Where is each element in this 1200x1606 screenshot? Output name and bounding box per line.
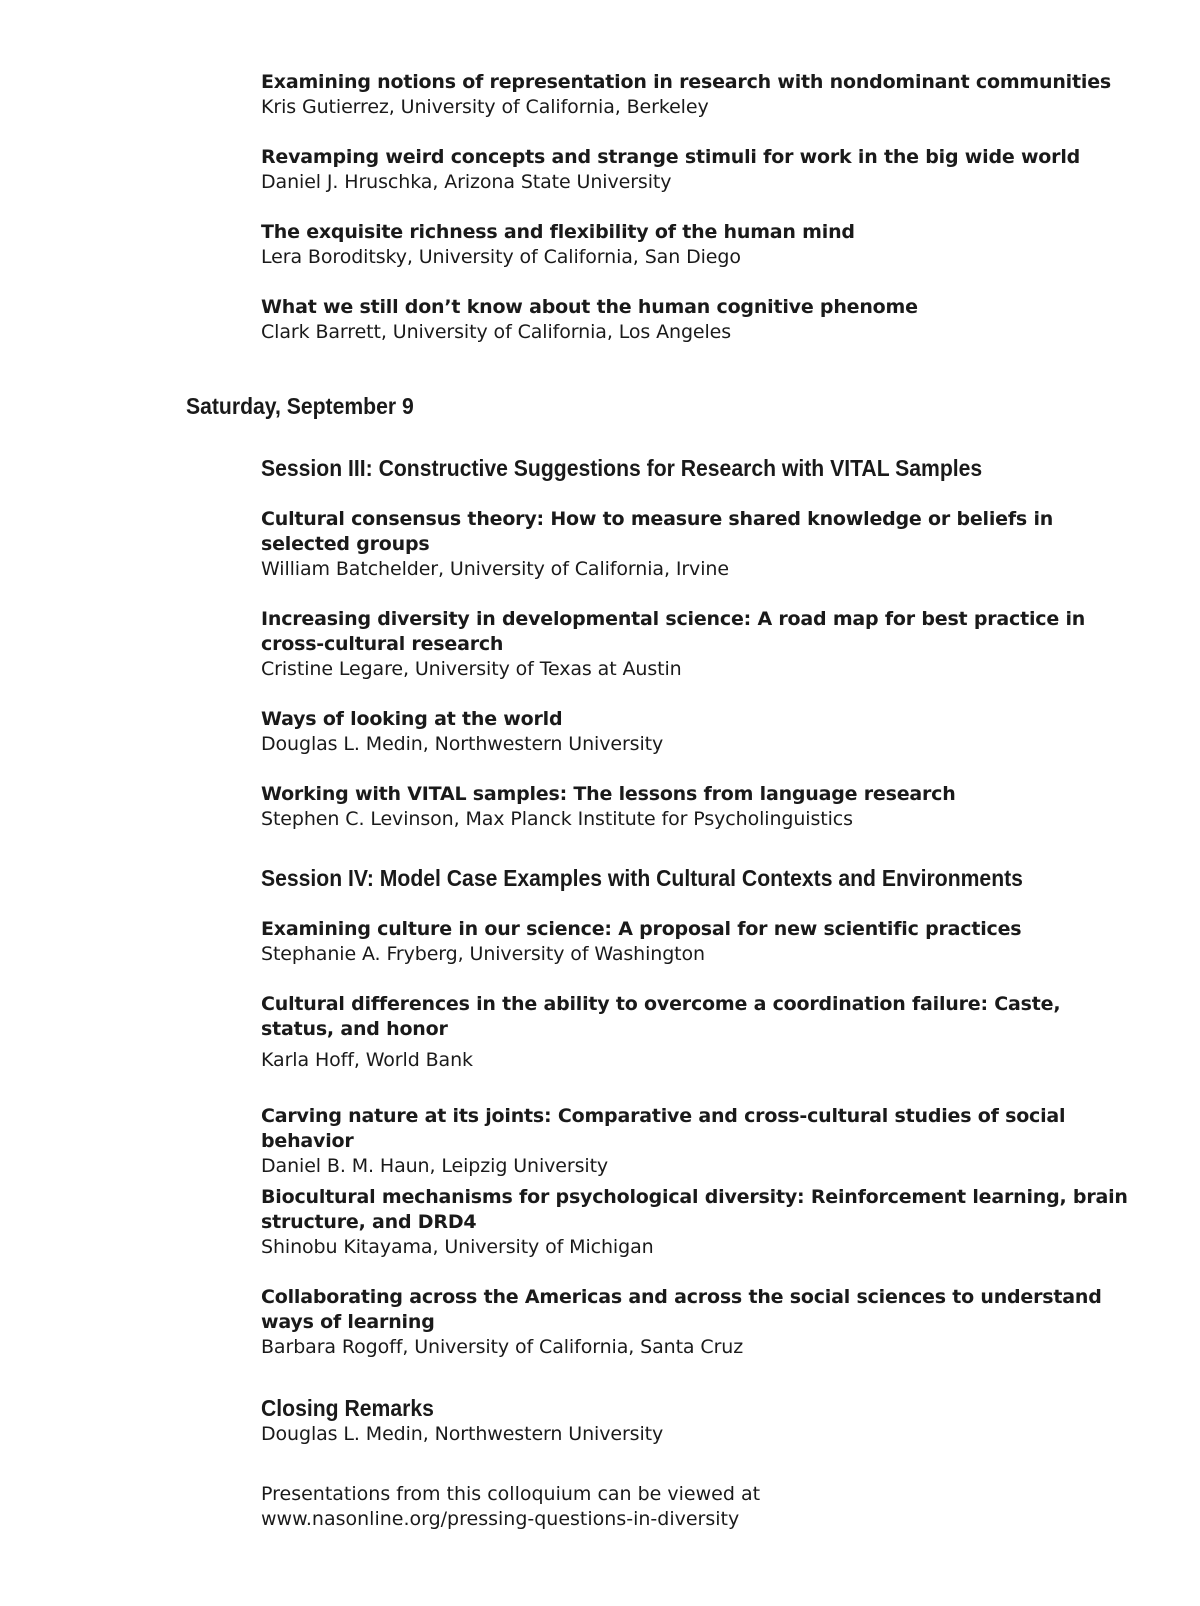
talk-item	[261, 1285, 1131, 1360]
presentations-note	[261, 1482, 1131, 1532]
talk-item	[261, 992, 1131, 1073]
talk-title: Revamping weird concepts and strange stimuli for work in the big wide world	[261, 146, 1081, 168]
talk-item	[261, 1185, 1131, 1260]
closing-item	[261, 1422, 1131, 1447]
talk-item	[261, 220, 1131, 270]
talk-title: Increasing diversity in developmental science: A road map for best practice in cross-cultural research	[261, 608, 1086, 655]
talk-speaker: Daniel B. M. Haun, Leipzig University	[261, 1155, 609, 1177]
day-heading: Saturday, September 9	[186, 393, 414, 419]
talk-speaker: William Batchelder, University of California, Irvine	[261, 558, 729, 580]
session-heading: Session IV: Model Case Examples with Cultural Contexts and Environments	[261, 865, 1023, 891]
talk-speaker: Shinobu Kitayama, University of Michigan	[261, 1236, 654, 1258]
talk-title: Cultural differences in the ability to overcome a coordination failure: Caste, status, and honor	[261, 993, 1061, 1040]
note-line: Presentations from this colloquium can be viewed at	[261, 1483, 761, 1505]
talk-speaker: Stephen C. Levinson, Max Planck Institute for Psycholinguistics	[261, 808, 853, 830]
talk-item	[261, 145, 1131, 195]
talk-title: Collaborating across the Americas and across the social sciences to understand ways of learning	[261, 1286, 1102, 1333]
talk-item	[261, 507, 1131, 582]
talk-speaker: Douglas L. Medin, Northwestern University	[261, 733, 664, 755]
talk-title: Cultural consensus theory: How to measure shared knowledge or beliefs in selected groups	[261, 508, 1054, 555]
talk-title: The exquisite richness and flexibility of the human mind	[261, 221, 855, 243]
talk-item	[261, 782, 1131, 832]
talk-speaker: Kris Gutierrez, University of California, Berkeley	[261, 96, 709, 118]
closing-heading: Closing Remarks	[261, 1395, 434, 1421]
talk-title: Examining culture in our science: A proposal for new scientific practices	[261, 918, 1022, 940]
talk-title: Biocultural mechanisms for psychological diversity: Reinforcement learning, brain structure, and DRD4	[261, 1186, 1128, 1233]
talk-item	[261, 707, 1131, 757]
talk-speaker: Clark Barrett, University of California, Los Angeles	[261, 321, 732, 343]
talk-speaker: Daniel J. Hruschka, Arizona State University	[261, 171, 672, 193]
closing-speaker: Douglas L. Medin, Northwestern University	[261, 1423, 664, 1445]
talk-item	[261, 607, 1131, 682]
talk-title: Ways of looking at the world	[261, 708, 563, 730]
talk-title: Examining notions of representation in research with nondominant communities	[261, 71, 1111, 93]
talk-speaker: Cristine Legare, University of Texas at Austin	[261, 658, 682, 680]
talk-speaker: Lera Boroditsky, University of California, San Diego	[261, 246, 741, 268]
note-url: www.nasonline.org/pressing-questions-in-diversity	[261, 1508, 740, 1530]
talk-item	[261, 70, 1131, 120]
talk-item	[261, 1104, 1131, 1179]
talk-title: Carving nature at its joints: Comparative and cross-cultural studies of social behavior	[261, 1105, 1066, 1152]
session-heading: Session III: Constructive Suggestions for Research with VITAL Samples	[261, 455, 983, 481]
talk-title: Working with VITAL samples: The lessons from language research	[261, 783, 956, 805]
talk-item	[261, 295, 1131, 345]
talk-item	[261, 917, 1131, 967]
talk-speaker: Stephanie A. Fryberg, University of Washington	[261, 943, 705, 965]
talk-speaker: Karla Hoff, World Bank	[261, 1049, 473, 1071]
talk-title: What we still don’t know about the human cognitive phenome	[261, 296, 918, 318]
talk-speaker: Barbara Rogoff, University of California, Santa Cruz	[261, 1336, 744, 1358]
